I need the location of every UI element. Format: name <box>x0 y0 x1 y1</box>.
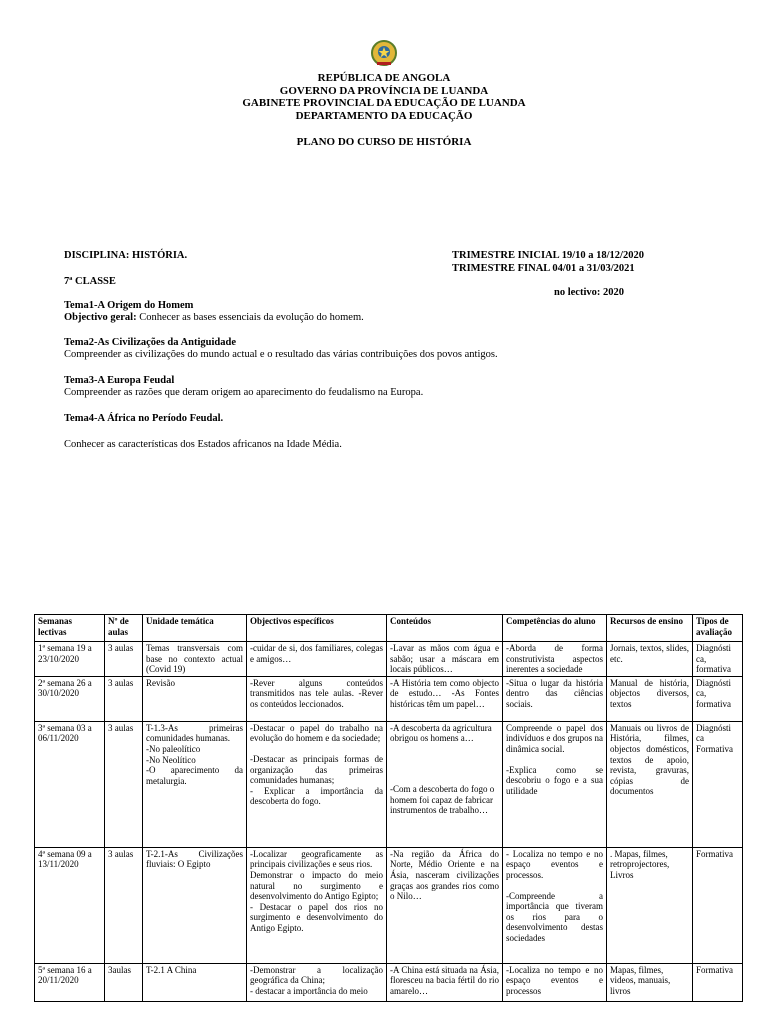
week-cell: 5ª semana 16 a 20/11/2020 <box>35 963 105 1001</box>
week-cell: 2ª semana 26 a 30/10/2020 <box>35 676 105 721</box>
table-header-row <box>35 615 743 642</box>
school-year: no lectivo: 2020 <box>554 287 624 298</box>
objective-item: - Destacar o papel dos rios no surgimento e desenvolvimento do Antigo Egipto. <box>250 901 383 933</box>
objectives-cell <box>247 963 387 1001</box>
col-header-evaluation: Tipos de avaliação <box>693 615 743 642</box>
objective-item: -Destacar as principais formas de organização das primeiras comunidades humanas; <box>250 753 383 786</box>
lessons-cell: 3 aulas <box>105 721 143 847</box>
objectives-cell: -Rever alguns conteúdos transmitidos nas tele aulas. -Rever os conteúdos leccionados. <box>247 676 387 721</box>
competences-cell <box>503 847 607 963</box>
competences-cell <box>503 721 607 847</box>
evaluation-cell: Diagnósti ca, formativa <box>693 676 743 721</box>
unit-cell <box>143 721 247 847</box>
theme-3-title: Tema3-A Europa Feudal <box>64 375 175 386</box>
header-line-2: GOVERNO DA PROVÍNCIA DE LUANDA <box>279 84 489 97</box>
table-row <box>35 676 743 721</box>
objective-item: Demonstrar o impacto do meio natural no surgimento e desenvolvimento do Antigo Egipto; <box>250 869 383 902</box>
objective-item: - Explicar a importância da descoberta do fogo. <box>250 785 383 807</box>
evaluation-cell: Diagnósti ca, formativa <box>693 642 743 677</box>
resources-cell: Mapas, filmes, videos, manuais, livros <box>607 963 693 1001</box>
table-row <box>35 721 743 847</box>
objective-label: Objectivo geral: <box>64 312 137 323</box>
course-plan-table <box>34 614 743 1002</box>
col-header-objectives: Objectivos específicos <box>247 615 387 642</box>
competences-cell: -Localiza no tempo e no espaço eventos e processos <box>503 963 607 1001</box>
lessons-cell: 3 aulas <box>105 642 143 677</box>
evaluation-cell: Formativa <box>693 963 743 1001</box>
evaluation-cell: Diagnósti ca Formativa <box>693 721 743 847</box>
coat-of-arms-icon <box>369 38 399 68</box>
header-line-4: DEPARTAMENTO DA EDUCAÇÃO <box>295 109 473 122</box>
contents-cell: -Na região da África do Norte, Médio Oriente e na Ásia, nasceram civilizações graças aos grandes rios como o Nilo… <box>387 847 503 963</box>
col-header-resources: Recursos de ensino <box>607 615 693 642</box>
lessons-cell: 3 aulas <box>105 676 143 721</box>
objective-item: -Localizar geograficamente as principais civilizações e seus rios. <box>250 848 383 870</box>
col-header-contents: Conteúdos <box>387 615 503 642</box>
competence-item: Compreende o papel dos indivíduos e dos grupos na dinâmica social. <box>506 722 603 754</box>
theme-3-objective: Compreender as razões que deram origem ao aparecimento do feudalismo na Europa. <box>64 387 424 398</box>
objective-item: - destacar a importância do meio <box>250 985 368 996</box>
content-item: -Com a descoberta do fogo o homem foi capaz de fabricar instrumentos de trabalho… <box>390 783 495 816</box>
resources-cell: Manuais ou livros de História, filmes, objectos domésticos, textos de apoio, revista, gravuras, cópias de documentos <box>607 721 693 847</box>
week-cell: 3ª semana 03 a 06/11/2020 <box>35 721 105 847</box>
objectives-cell <box>247 847 387 963</box>
objective-item: -Destacar o papel do trabalho na evolução do homem e da sociedade; <box>250 722 383 744</box>
table-row <box>35 963 743 1001</box>
unit-item: -No paleolítico <box>146 743 201 754</box>
theme-1-title: Tema1-A Origem do Homem <box>64 300 194 311</box>
theme-2-title: Tema2-As Civilizações da Antiguidade <box>64 337 236 348</box>
class-label: 7ª CLASSE <box>64 276 116 287</box>
contents-cell: -A China está situada na Ásia, floresceu na bacia fértil do rio amarelo… <box>387 963 503 1001</box>
competence-item: -Explica como se descobriu o fogo e a sua utilidade <box>506 764 603 796</box>
evaluation-cell: Formativa <box>693 847 743 963</box>
week-cell: 4ª semana 09 a 13/11/2020 <box>35 847 105 963</box>
table-row <box>35 847 743 963</box>
trimester-start: TRIMESTRE INICIAL 19/10 a 18/12/2020 <box>452 250 644 261</box>
unit-title: T-1.3-As primeiras comunidades humanas. <box>146 722 243 744</box>
week-cell: 1ª semana 19 a 23/10/2020 <box>35 642 105 677</box>
theme-2-objective: Compreender as civilizações do mundo actual e o resultado das várias contribuições dos povos antigos. <box>64 349 498 360</box>
plan-title: PLANO DO CURSO DE HISTÓRIA <box>296 136 472 148</box>
objectives-cell <box>247 721 387 847</box>
resources-cell: Manual de história, objectos diversos, textos <box>607 676 693 721</box>
unit-item: -O aparecimento da metalurgia. <box>146 765 243 786</box>
theme-1-objective <box>64 312 364 325</box>
header-line-3: GABINETE PROVINCIAL DA EDUCAÇÃO DE LUANDA <box>242 97 526 109</box>
discipline-label: DISCIPLINA: HISTÓRIA. <box>64 250 188 261</box>
unit-cell: T-2.1 A China <box>143 963 247 1001</box>
contents-cell: -Lavar as mãos com água e sabão; usar a máscara em locais públicos… <box>387 642 503 677</box>
trimester-end: TRIMESTRE FINAL 04/01 a 31/03/2021 <box>452 263 635 274</box>
col-header-unit: Unidade temática <box>143 615 247 642</box>
col-header-competences: Competências do aluno <box>503 615 607 642</box>
theme-4-title: Tema4-A África no Período Feudal. <box>64 413 224 424</box>
objective-item: -Demonstrar a localização geográfica da China; <box>250 964 383 986</box>
unit-cell: Revisão <box>143 676 247 721</box>
objectives-cell: -cuidar de si, dos familiares, colegas e amigos… <box>247 642 387 677</box>
contents-cell <box>387 721 503 847</box>
objective-text: Conhecer as bases essenciais da evolução do homem. <box>136 312 364 323</box>
institution-header <box>0 72 768 122</box>
unit-item: -No Neolítico <box>146 754 196 765</box>
table-row <box>35 642 743 677</box>
col-header-weeks: Semanas lectivas <box>35 615 105 642</box>
unit-cell: Temas transversais com base no contexto actual (Covid 19) <box>143 642 247 677</box>
col-header-lessons: Nº de aulas <box>105 615 143 642</box>
contents-cell: -A História tem como objecto de estudo… -As Fontes históricas têm um papel… <box>387 676 503 721</box>
lessons-cell: 3 aulas <box>105 847 143 963</box>
unit-cell: T-2.1-As Civilizações fluviais: O Egipto <box>143 847 247 963</box>
header-line-1: REPÚBLICA DE ANGOLA <box>317 72 451 84</box>
resources-cell: . Mapas, filmes, retroprojectores, Livros <box>607 847 693 963</box>
competence-item: -Compreende a importância que tiveram os rios para o desenvolvimento destas sociedades <box>506 890 603 943</box>
content-item: -A descoberta da agricultura obrigou os homens a… <box>390 722 492 744</box>
competence-item: - Localiza no tempo e no espaço eventos e processos. <box>506 848 603 880</box>
resources-cell: Jornais, textos, slides, etc. <box>607 642 693 677</box>
competences-cell: -Situa o lugar da história dentro das ciências sociais. <box>503 676 607 721</box>
theme-4-objective: Conhecer as características dos Estados africanos na Idade Média. <box>64 439 342 450</box>
competences-cell: -Aborda de forma construtivista aspectos inerentes a sociedade <box>503 642 607 677</box>
lessons-cell: 3aulas <box>105 963 143 1001</box>
